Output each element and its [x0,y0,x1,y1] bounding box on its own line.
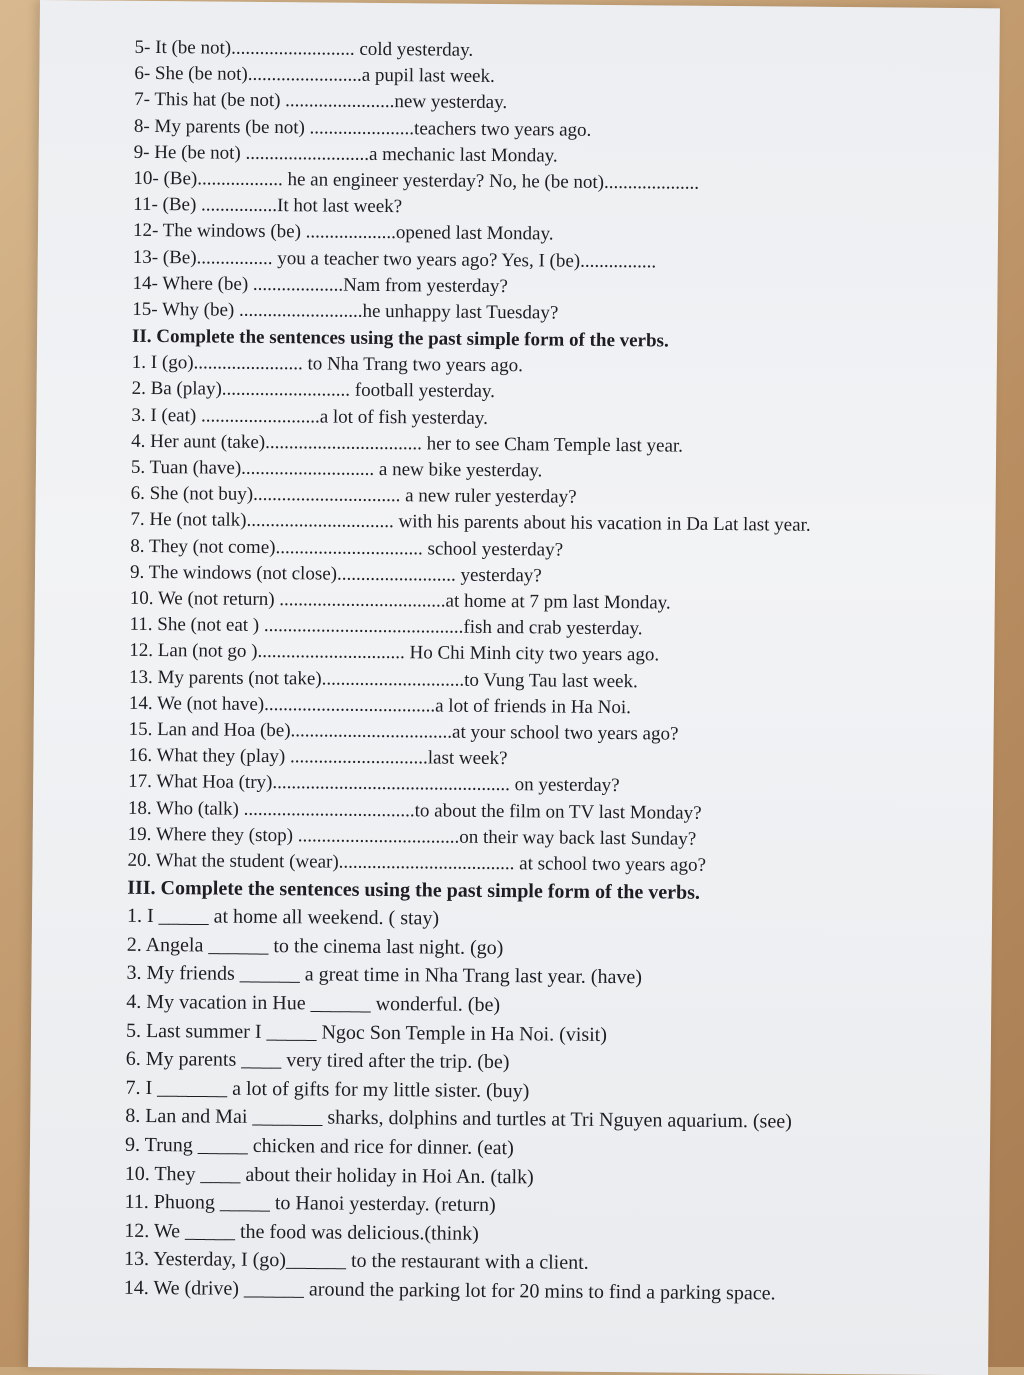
exercise-line: 14. We (drive) ______ around the parking lot for 20 mins to find a parking space. [123,1276,776,1305]
exercise-line: 7- This hat (be not) .......................new yesterday. [134,89,508,114]
exercise-line: 15- Why (be) ..........................he unhappy last Tuesday? [132,298,559,324]
exercise-line: 4. My vacation in Hue ______ wonderful. (be) [126,990,501,1017]
exercise-line: 13- (Be)................ you a teacher two years ago? Yes, I (be)................ [132,246,657,273]
exercise-line: 16. What they (play) .............................last week? [128,745,508,770]
exercise-line: 1. I (go)....................... to Nha Trang two years ago. [131,352,523,377]
exercise-line: 10. They ____ about their holiday in Hoi An. (talk) [124,1162,534,1188]
exercise-line: 4. Her aunt (take)................................. her to see Cham Temple last year. [131,430,684,457]
exercise-line: 10- (Be).................. he an engineer yesterday? No, he (be not).................... [133,167,700,194]
exercise-line: 2. Ba (play)........................... football yesterday. [131,378,496,403]
exercise-line: 2. Angela ______ to the cinema last night. (go) [126,933,504,959]
section-3-heading: III. Complete the sentences using the past simple form of the verbs. [127,877,701,905]
exercise-line: 13. Yesterday, I (go)______ to the restaurant with a client. [123,1248,589,1275]
worksheet-content [124,35,1015,1310]
exercise-line: 6. She (not buy)............................... a new ruler yesterday? [130,483,577,508]
exercise-line: 14- Where (be) ...................Nam from yesterday? [132,272,508,297]
exercise-line: 10. We (not return) ...................................at home at 7 pm last Monday. [129,587,671,614]
exercise-line: 6. My parents ____ very tired after the trip. (be) [125,1048,510,1074]
exercise-line: 11- (Be) ................It hot last week? [133,194,403,218]
exercise-line: 9. The windows (not close)......................... yesterday? [129,561,542,587]
exercise-line: 8. Lan and Mai _______ sharks, dolphins and turtles at Tri Nguyen aquarium. (see) [125,1105,792,1134]
exercise-line: 12- The windows (be) ...................opened last Monday. [132,220,554,245]
exercise-line: 8. They (not come)............................... school yesterday? [130,535,564,561]
exercise-line: 18. Who (talk) ....................................to about the film on TV last Monday? [127,797,702,824]
exercise-line: 12. Lan (not go )............................... Ho Chi Minh city two years ago. [129,640,660,666]
exercise-line: 6- She (be not)........................a pupil last week. [134,63,495,88]
exercise-line: 7. I _______ a lot of gifts for my little sister. (buy) [125,1076,530,1103]
worksheet-paper [28,0,1000,1375]
section-2-heading: II. Complete the sentences using the past simple form of the verbs. [131,326,669,352]
exercise-line: 19. Where they (stop) ..................................on their way back last Sunday? [127,823,697,850]
section-2-past-simple [127,323,1012,882]
exercise-line: 9. Trung _____ chicken and rice for dinner. (eat) [124,1133,514,1160]
exercise-line: 3. I (eat) .........................a lot of fish yesterday. [131,404,488,429]
exercise-line: 13. My parents (not take)..............................to Vung Tau last week. [129,666,638,692]
exercise-line: 20. What the student (wear)..................................... at school two years ago? [127,849,707,876]
exercise-line: 11. Phuong _____ to Hanoi yesterday. (return) [124,1191,496,1217]
exercise-line: 1. I _____ at home all weekend. ( stay) [126,905,440,930]
exercise-line: 17. What Hoa (try).................................................. on yesterday? [128,771,620,797]
exercise-line: 11. She (not eat ) ..........................................fish and crab yesterday. [129,614,643,640]
exercise-line: 9- He (be not) ..........................a mechanic last Monday. [133,141,558,167]
exercise-line: 12. We _____ the food was delicious.(think) [124,1219,479,1245]
exercise-line: 5. Tuan (have)............................ a new bike yesterday. [130,456,543,482]
section-1-be-exercises [132,35,1014,331]
exercise-line: 15. Lan and Hoa (be)..................................at your school two years ago? [128,718,679,745]
exercise-line: 3. My friends ______ a great time in Nha Trang last year. (have) [126,962,643,989]
section-3-past-simple [124,874,1008,1310]
exercise-line: 5. Last summer I _____ Ngoc Son Temple in Ha Noi. (visit) [125,1019,608,1046]
exercise-line: 8- My parents (be not) ......................teachers two years ago. [133,115,592,141]
exercise-line: 5- It (be not).......................... cold yesterday. [134,36,474,61]
exercise-line: 7. He (not talk)............................... with his parents about his vacation in Da Lat last year. [130,509,811,537]
exercise-line: 14. We (not have)....................................a lot of friends in Ha Noi. [128,692,632,719]
